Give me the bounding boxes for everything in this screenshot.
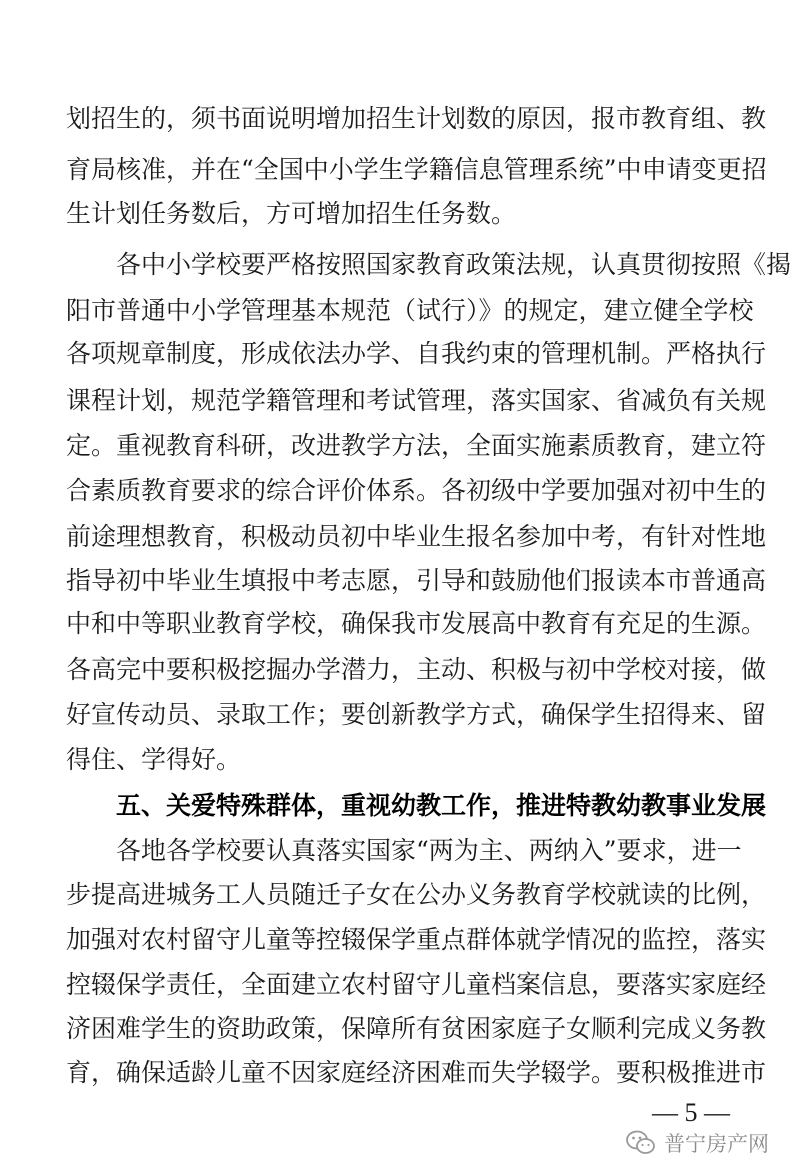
text-line: 济困难学生的资助政策，保障所有贫困家庭子女顺利完成义务教	[66, 1014, 767, 1043]
text-line: 控辍保学责任，全面建立农村留守儿童档案信息，要落实家庭经	[66, 970, 767, 999]
text-line: 指导初中毕业生填报中考志愿，引导和鼓励他们报读本市普通高	[66, 566, 767, 595]
watermark-text: 普宁房产网	[664, 1132, 769, 1156]
text-line: 各项规章制度，形成依法办学、自我约束的管理机制。严格执行	[66, 339, 767, 368]
text-line: 中和中等职业教育学校，确保我市发展高中教育有充足的生源。	[66, 609, 767, 638]
watermark	[626, 1128, 769, 1158]
page-number: — 5 —	[652, 1098, 730, 1127]
text-line: 各地各学校要认真落实国家“两为主、两纳入”要求，进一	[116, 836, 742, 865]
text-line: 育局核准，并在“全国中小学生学籍信息管理系统”中申请变更招	[66, 155, 767, 184]
text-line: 课程计划，规范学籍管理和考试管理，落实国家、省减负有关规	[66, 386, 767, 415]
text-line: 划招生的，须书面说明增加招生计划数的原因，报市教育组、教	[66, 104, 767, 133]
text-line: 加强对农村留守儿童等控辍保学重点群体就学情况的监控，落实	[66, 925, 767, 954]
text-line: 定。重视教育科研，改进教学方法，全面实施素质教育，建立符	[66, 431, 767, 460]
text-line: 各高完中要积极挖掘办学潜力，主动、积极与初中学校对接，做	[66, 655, 767, 684]
text-line: 生计划任务数后，方可增加招生任务数。	[66, 199, 517, 228]
text-line: 好宣传动员、录取工作；要创新教学方式，确保学生招得来、留	[66, 700, 767, 729]
wechat-icon	[626, 1129, 656, 1157]
section-heading: 五、关爱特殊群体，重视幼教工作，推进特教幼教事业发展	[116, 791, 767, 820]
text-line: 得住、学得好。	[66, 745, 242, 774]
text-line: 合素质教育要求的综合评价体系。各初级中学要加强对初中生的	[66, 476, 767, 505]
text-line: 步提高进城务工人员随迁子女在公办义务教育学校就读的比例，	[66, 880, 767, 909]
text-line: 各中小学校要严格按照国家教育政策法规，认真贯彻按照《揭	[116, 250, 792, 279]
text-line: 育，确保适龄儿童不因家庭经济困难而失学辍学。要积极推进市	[66, 1058, 767, 1087]
text-line: 阳市普通中小学管理基本规范（试行）》的规定，建立健全学校	[66, 296, 754, 325]
text-line: 前途理想教育，积极动员初中毕业生报名参加中考，有针对性地	[66, 522, 767, 551]
